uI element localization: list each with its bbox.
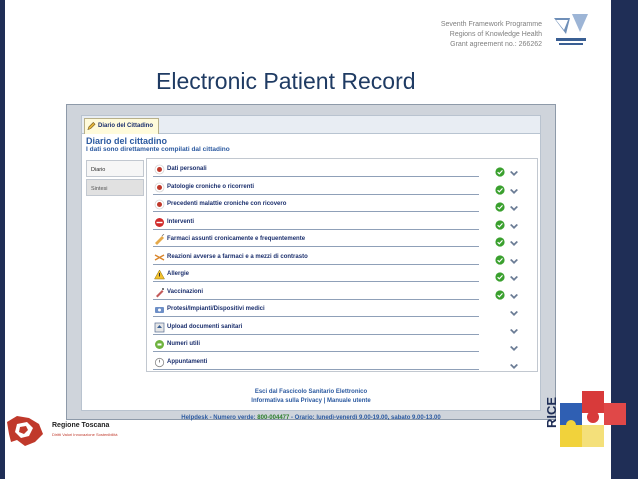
record-label: Precedenti malattie croniche con ricovero <box>167 201 287 207</box>
regione-toscana-logo <box>3 414 123 448</box>
manual-link[interactable]: Manuale utente <box>327 398 371 404</box>
helpdesk-hours: - Orario: lunedì-venerdì 9.00-19.00, sabato 9.00-13.00 <box>291 415 441 421</box>
exit-link[interactable]: Esci dal Fascicolo Sanitario Elettronico <box>254 389 368 395</box>
record-row[interactable] <box>153 338 479 352</box>
record-row[interactable] <box>153 163 479 177</box>
side-item-diario[interactable]: Diario <box>86 160 144 177</box>
tab-label: Diario del Cittadino <box>98 123 154 129</box>
privacy-link[interactable]: Informativa sulla Privacy <box>251 398 322 404</box>
open-arrow-icon[interactable] <box>509 288 519 296</box>
header-line-1: Seventh Framework Programme <box>440 21 542 28</box>
record-label: Protesi/Impianti/Dispositivi medici <box>167 306 265 312</box>
record-row[interactable] <box>153 198 479 212</box>
regione-toscana-name: Regione Toscana <box>52 422 110 429</box>
check-icon <box>495 287 505 297</box>
open-arrow-icon[interactable] <box>509 218 519 226</box>
phone-icon <box>154 339 165 350</box>
open-arrow-icon[interactable] <box>509 253 519 261</box>
check-icon <box>495 217 505 227</box>
record-label: Upload documenti sanitari <box>167 323 243 330</box>
check-icon <box>495 234 505 244</box>
dot-red-icon <box>154 164 165 175</box>
device-icon <box>154 304 165 315</box>
pencil-icon <box>87 121 96 131</box>
open-arrow-icon[interactable] <box>509 235 519 243</box>
check-icon <box>495 199 505 209</box>
record-label: Numeri utili <box>167 341 201 347</box>
page-title: Diario del cittadino <box>86 136 168 146</box>
record-row[interactable] <box>153 356 479 370</box>
helpdesk-prefix: Helpdesk - Numero verde: <box>181 415 256 421</box>
side-menu <box>86 160 144 198</box>
syringe-icon <box>154 234 165 245</box>
helpdesk-line <box>82 414 540 423</box>
no-entry-icon <box>154 217 165 228</box>
record-label: Vaccinazioni <box>167 288 204 295</box>
record-row[interactable] <box>153 216 479 230</box>
open-arrow-icon[interactable] <box>509 305 519 313</box>
app-window <box>81 115 541 421</box>
open-arrow-icon[interactable] <box>509 270 519 278</box>
rice-label: RICE <box>544 396 559 428</box>
app-screenshot <box>66 104 556 420</box>
helpdesk-number: 800-004477 <box>257 415 290 421</box>
record-row[interactable] <box>153 286 479 300</box>
header-line-3: Grant agreement no.: 266262 <box>450 41 542 48</box>
record-label: Farmaci assunti cronicamente e frequentemente <box>167 236 306 242</box>
open-arrow-icon[interactable] <box>509 165 519 173</box>
warning-icon <box>154 269 165 280</box>
open-arrow-icon[interactable] <box>509 358 519 366</box>
regione-toscana-tagline: Diritti Valori Innovazione Sostenibilità <box>52 432 118 437</box>
check-icon <box>495 182 505 192</box>
scissors-icon <box>154 252 165 263</box>
page-subtitle: I dati sono direttamente compilati dal cittadino <box>86 146 230 153</box>
record-row[interactable] <box>153 233 479 247</box>
record-label: Dati personali <box>167 166 207 172</box>
footer <box>82 388 540 423</box>
check-icon <box>495 164 505 174</box>
side-item-sintesi[interactable]: Sintesi <box>86 179 144 196</box>
calendar-icon <box>154 357 165 368</box>
vaccine-icon <box>154 287 165 298</box>
header-line-2: Regions of Knowledge Health <box>449 31 542 38</box>
record-label: Patologie croniche o ricorrenti <box>167 183 255 190</box>
record-row[interactable] <box>153 303 479 317</box>
record-label: Allergie <box>167 271 190 277</box>
record-row[interactable] <box>153 251 479 265</box>
tab-bar <box>82 116 540 134</box>
records-panel <box>146 158 538 372</box>
open-arrow-icon[interactable] <box>509 183 519 191</box>
record-row[interactable] <box>153 181 479 195</box>
record-label: Appuntamenti <box>167 358 208 365</box>
tab-diario-del-cittadino[interactable] <box>84 118 159 134</box>
record-row[interactable] <box>153 268 479 282</box>
record-row[interactable] <box>153 321 479 335</box>
left-edge-bar <box>0 0 5 479</box>
footer-separator: | <box>323 398 326 404</box>
record-label: Reazioni avverse a farmaci e a mezzi di contrasto <box>167 253 308 260</box>
open-arrow-icon[interactable] <box>509 340 519 348</box>
programme-header <box>382 20 542 50</box>
check-icon <box>495 252 505 262</box>
dot-red-icon <box>154 182 165 193</box>
check-icon <box>495 269 505 279</box>
open-arrow-icon[interactable] <box>509 200 519 208</box>
slide-title: Electronic Patient Record <box>156 68 416 94</box>
dot-red-icon <box>154 199 165 210</box>
upload-icon <box>154 322 165 333</box>
record-label: Interventi <box>167 218 195 225</box>
footer-links <box>82 397 540 406</box>
fp7-logo <box>550 12 590 50</box>
open-arrow-icon[interactable] <box>509 323 519 331</box>
